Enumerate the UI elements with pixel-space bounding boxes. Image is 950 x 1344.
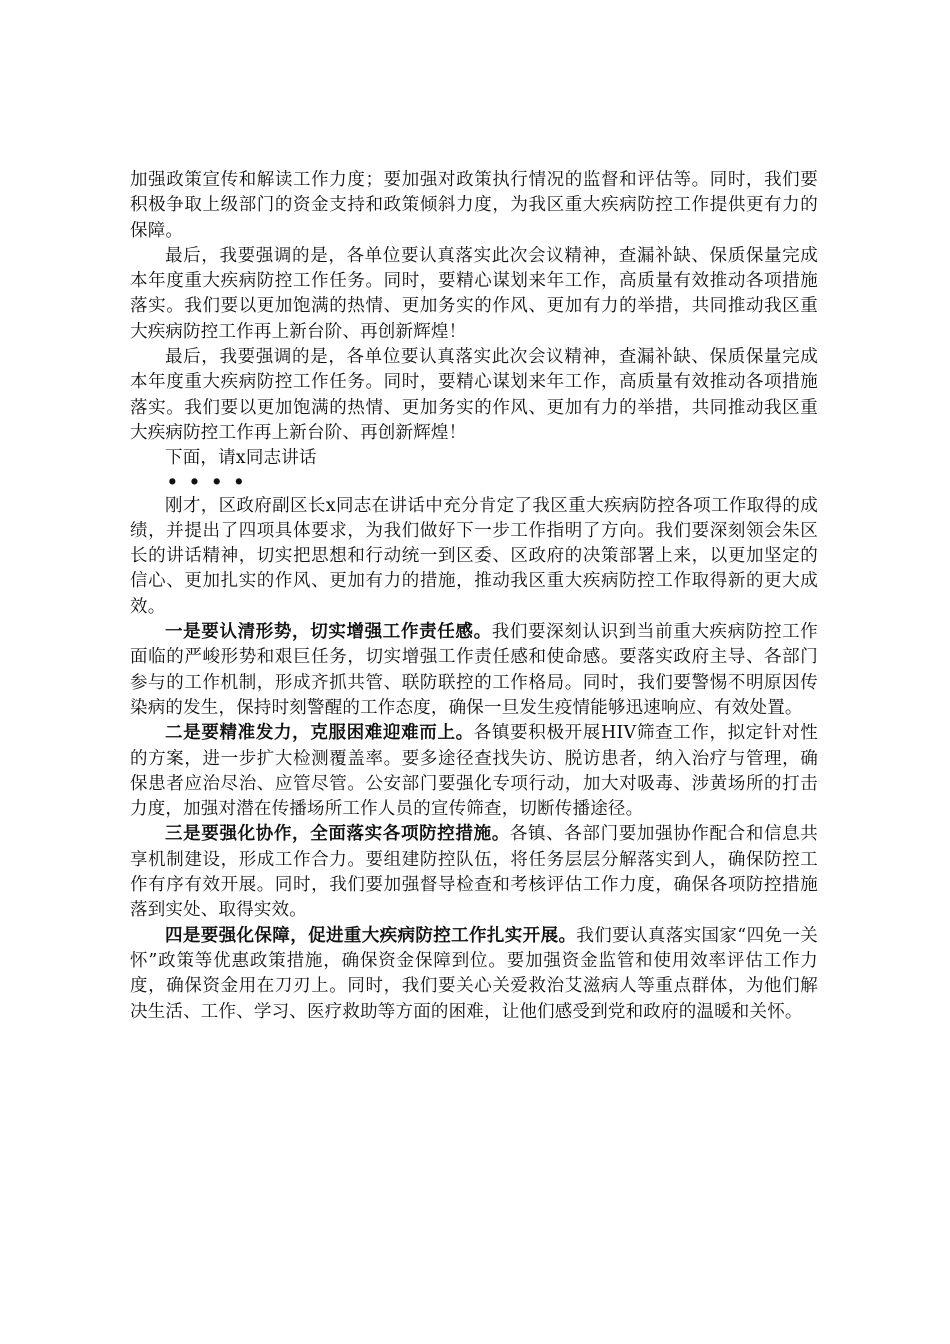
requirement-1-body: 我们要深刻认识到当前重大疾病防控工作面临的严峻形势和艰巨任务，切实增强工作责任感和使命感。要落实政府主导、各部门参与的工作机制，形成齐抓共管、联防联控的工作格局。同时，我们要警惕不明原因传染病的发生，保持时刻警醒的工作态度，确保一旦发生疫情能够迅速响应、有效处置。 <box>130 622 818 718</box>
paragraph-closing-remarks-repeat: 最后，我要强调的是，各单位要认真落实此次会议精神，查漏补缺、保质保量完成本年度重大疾病防控工作任务。同时，要精心谋划来年工作，高质量有效推动各项措施落实。我们要以更加饱满的热情、更加务实的作风、更加有力的举措，共同推动我区重大疾病防控工作再上新台阶、再创新辉煌！ <box>130 347 818 443</box>
paragraph-introduction: 刚才，区政府副区长x同志在讲话中充分肯定了我区重大疾病防控各项工作取得的成绩，并提出了四项具体要求，为我们做好下一步工作指明了方向。我们要深刻领会朱区长的讲话精神，切实把思想和行动统一到区委、区政府的决策部署上来，以更加坚定的信心、更加扎实的作风、更加有力的措施，推动我区重大疾病防控工作取得新的更大成效。 <box>130 495 818 617</box>
requirement-3-body: 各镇、各部门要加强协作配合和信息共享机制建设，形成工作合力。要组建防控队伍，将任务层层分解落实到人，确保防控工作有序有效开展。同时，我们要加强督导检查和考核评估工作力度，确保各项防控措施落到实处、取得实效。 <box>130 824 818 921</box>
paragraph-requirement-4 <box>130 924 818 1025</box>
requirement-1-heading: 一是要认清形势，切实增强工作责任感。 <box>165 622 492 643</box>
paragraph-requirement-2 <box>130 721 818 822</box>
requirement-2-heading: 二是要精准发力，克服困难迎难而上。 <box>165 723 474 744</box>
paragraph-closing-remarks: 最后，我要强调的是，各单位要认真落实此次会议精神，查漏补缺、保质保量完成本年度重大疾病防控工作任务。同时，要精心谋划来年工作，高质量有效推动各项措施落实。我们要以更加饱满的热情、更加务实的作风、更加有力的举措，共同推动我区重大疾病防控工作再上新台阶、再创新辉煌！ <box>130 245 818 342</box>
section-separator-dots: •••• <box>166 472 256 493</box>
requirement-4-heading: 四是要强化保障，促进重大疾病防控工作扎实开展。 <box>165 925 577 946</box>
requirement-2-body: 各镇要积极开展HIV筛查工作，拟定针对性的方案，进一步扩大检测覆盖率。要多途径查找失访、脱访患者，纳入治疗与管理，确保患者应治尽治、应管尽管。公安部门要强化专项行动，加大对吸毒、涉黄场所的打击力度，加强对潜在传播场所工作人员的宣传筛查，切断传播途径。 <box>130 723 818 820</box>
paragraph-policy-support: 加强政策宣传和解读工作力度；要加强对政策执行情况的监督和评估等。同时，我们要积极争取上级部门的资金支持和政策倾斜力度，为我区重大疾病防控工作提供更有力的保障。 <box>130 170 818 241</box>
document-body <box>130 168 818 1025</box>
paragraph-next-speaker: 下面，请x同志讲话 <box>165 448 317 469</box>
requirement-4-body: 我们要认真落实国家“四免一关怀”政策等优惠政策措施，确保资金保障到位。要加强资金监管和使用效率评估工作力度，确保资金用在刀刃上。同时，我们要关心关爱救治艾滋病人等重点群体，为他们解决生活、工作、学习、医疗救助等方面的困难，让他们感受到党和政府的温暖和关怀。 <box>130 925 818 1022</box>
paragraph-requirement-1 <box>130 620 818 721</box>
requirement-3-heading: 三是要强化协作，全面落实各项防控措施。 <box>165 824 510 845</box>
paragraph-requirement-3 <box>130 822 818 923</box>
